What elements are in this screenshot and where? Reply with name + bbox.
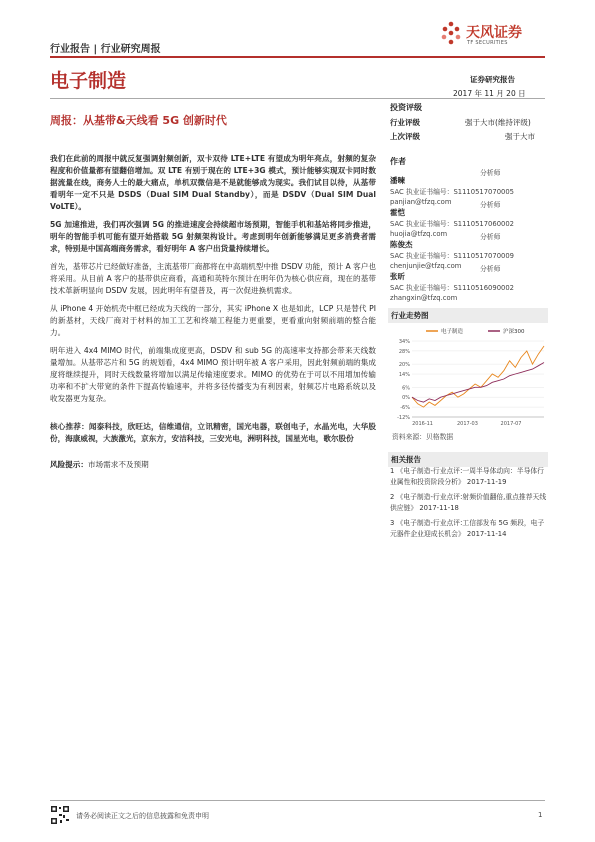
chart-x-tick-label: 2016-11	[412, 421, 434, 427]
author-email[interactable]: panjian@tfzq.com	[390, 198, 452, 206]
body-paragraph: 5G 加速推进，我们再次强调 5G 的推进速度会持续超市场预期，智能手机和基站将同步推进，明年的智能手机可能有望开始搭载 5G 射频架构设计。考虑到明年创新能够满足更多消费者需求，特别是中国高端商务需求，看好明年 A 客户出货量持续增长。	[50, 220, 376, 253]
footer-disclaimer: 请务必阅读正文之后的信息披露和免责申明	[76, 812, 209, 820]
body-paragraph: 我们在此前的周报中就反复强调射频创新，双卡双待 LTE+LTE 有望成为明年亮点，射频的复杂程度和价值量都有望翻倍增加。双 LTE 有别于现在的 LTE+3G 模式，预计能够实现双卡同时数据流量在线，商务人士的最大痛点，单机双微信是不是就能够成为现实。我们试目以待，从基带看明年一定不只是 DSDS（Dual SIM Dual Standby），而是 DSDV（Dual SIM Dual VoLTE）。	[50, 154, 376, 211]
related-list	[390, 466, 548, 540]
author-name: 陈俊杰	[390, 240, 413, 249]
author-cert: SAC 执业证书编号：S1110517070009	[390, 252, 514, 260]
trend-section-title: 行业走势图	[388, 308, 548, 323]
author-cert: SAC 执业证书编号：S1110516090002	[390, 284, 514, 292]
author-entry	[390, 168, 550, 206]
author-entry	[390, 264, 550, 302]
author-entry	[390, 200, 550, 238]
logo-name: 天风证券	[466, 25, 522, 41]
report-headline: 周报：从基带&天线看 5G 创新时代	[50, 114, 227, 127]
author-role: 分析师	[480, 233, 501, 241]
core-recommendation: 核心推荐：闻泰科技，欣旺达，信维通信，立讯精密，国光电器，联创电子，水晶光电，大华股份，海康威视，大族激光，京东方，安洁科技，三安光电，洲明科技，国星光电，歌尔股份	[50, 422, 376, 443]
author-role: 分析师	[480, 201, 501, 209]
chart-y-tick-label: 6%	[402, 385, 410, 392]
risk-text: 市场需求不及预期	[87, 460, 149, 469]
author-cert: SAC 执业证书编号：S1110517060002	[390, 220, 514, 228]
body-paragraph: 明年进入 4x4 MIMO 时代，前端集成度更高，DSDV 和 sub 5G 的高速率支持都会带来天线数量增加。从基带芯片和 5G 的规划看，4x4 MIMO 预计明年被 A 客户采用，因此射频前端的集成度将继续提升，同时天线数量将增加以满足传输速度要求。MIMO 的优势在于可以不用增加传输功率和不扩大带宽的条件下提高传输速率，并将多径传播变为有利因素，射频芯片电路系统以及收发器更为复杂。	[50, 346, 376, 403]
qr-code-icon	[50, 805, 70, 825]
industry-rating-value: 强于大市(维持评级)	[465, 118, 531, 127]
related-report-link[interactable]: 2 《电子制造-行业点评:射频价值翻倍,重点推荐天线供应链》 2017-11-18	[390, 493, 547, 512]
main-body	[50, 153, 376, 471]
authors-list	[390, 168, 550, 302]
logo-mark-icon	[440, 20, 462, 46]
chart-y-tick-label: -6%	[400, 405, 410, 412]
risk-label: 风险提示：	[50, 460, 88, 469]
author-entry	[390, 232, 550, 270]
chart-y-tick-label: 34%	[398, 339, 410, 345]
chart-legend-label: 电子制造	[441, 329, 464, 335]
chart-y-tick-label: 14%	[398, 372, 410, 379]
chart-y-tick-label: 0%	[402, 395, 410, 402]
chart-x-tick-label: 2017-07	[500, 421, 522, 427]
logo-subtitle: TF SECURITIES	[467, 40, 508, 46]
authors-section-title: 作者	[390, 157, 406, 166]
industry-trend-chart	[388, 325, 548, 430]
chart-source: 资料来源：贝格数据	[392, 433, 454, 441]
previous-rating-label: 上次评级	[390, 132, 420, 141]
body-paragraph: 首先，基带芯片已经做好准备，主流基带厂商都将在中高端机型中推 DSDV 功能，预计 A 客户也将采用。从目前 A 客户的基带供应商看，高通和英特尔预计在明年仍为核心供应商，现在的基带技术革新明显向 DSDV 发展，因此明年有望普及，再一次促进换机需求。	[50, 262, 376, 295]
author-cert: SAC 执业证书编号：S1110517070005	[390, 188, 514, 196]
report-type: 证券研究报告	[470, 75, 515, 84]
header-divider	[50, 56, 545, 58]
author-role: 分析师	[480, 265, 501, 273]
chart-y-tick-label: 28%	[398, 348, 410, 355]
author-email[interactable]: chenjunjie@tfzq.com	[390, 262, 462, 270]
industry-title: 电子制造	[50, 70, 127, 92]
company-logo	[440, 18, 550, 52]
chart-legend-label: 沪深300	[503, 329, 525, 335]
chart-y-tick-label: 20%	[398, 362, 410, 369]
body-paragraph: 从 iPhone 4 开始机壳中框已经成为天线的一部分，其实 iPhone X 也是如此，LCP 只是替代 PI 的新基材，天线厂商对于材料的加工工艺和终端工程能力更重要，更看重向射频前端的整合能力。	[50, 304, 376, 337]
chart-series-line	[412, 363, 544, 403]
chart-x-tick-label: 2017-03	[456, 421, 478, 427]
related-report-link[interactable]: 1 《电子制造-行业点评:一周半导体动向：半导体行业属性和投资阶段分析》 2017-11-19	[390, 467, 544, 486]
previous-rating-value: 强于大市	[505, 132, 535, 141]
author-name: 张昕	[390, 272, 405, 281]
chart-y-tick-label: -12%	[397, 415, 410, 421]
title-divider	[50, 98, 545, 99]
risk-warning	[50, 459, 376, 471]
rating-section-title: 投资评级	[390, 103, 422, 112]
author-role: 分析师	[480, 169, 501, 177]
related-report-link[interactable]: 3 《电子制造-行业点评:工信部发布 5G 频段，电子元器件企业迎成长机会》 2017-11-14	[390, 519, 545, 538]
chart-series-line	[412, 346, 544, 407]
author-name: 潘暕	[390, 176, 405, 185]
report-category: 行业报告 | 行业研究周报	[50, 44, 161, 55]
author-email[interactable]: huojia@tfzq.com	[390, 230, 448, 238]
author-name: 霍恺	[390, 208, 405, 217]
author-email[interactable]: zhangxin@tfzq.com	[390, 294, 458, 302]
page-number: 1	[538, 811, 543, 819]
industry-rating-label: 行业评级	[390, 118, 420, 127]
report-date: 2017 年 11 月 20 日	[453, 89, 526, 98]
related-section-title: 相关报告	[388, 452, 548, 467]
footer-divider	[50, 800, 545, 801]
